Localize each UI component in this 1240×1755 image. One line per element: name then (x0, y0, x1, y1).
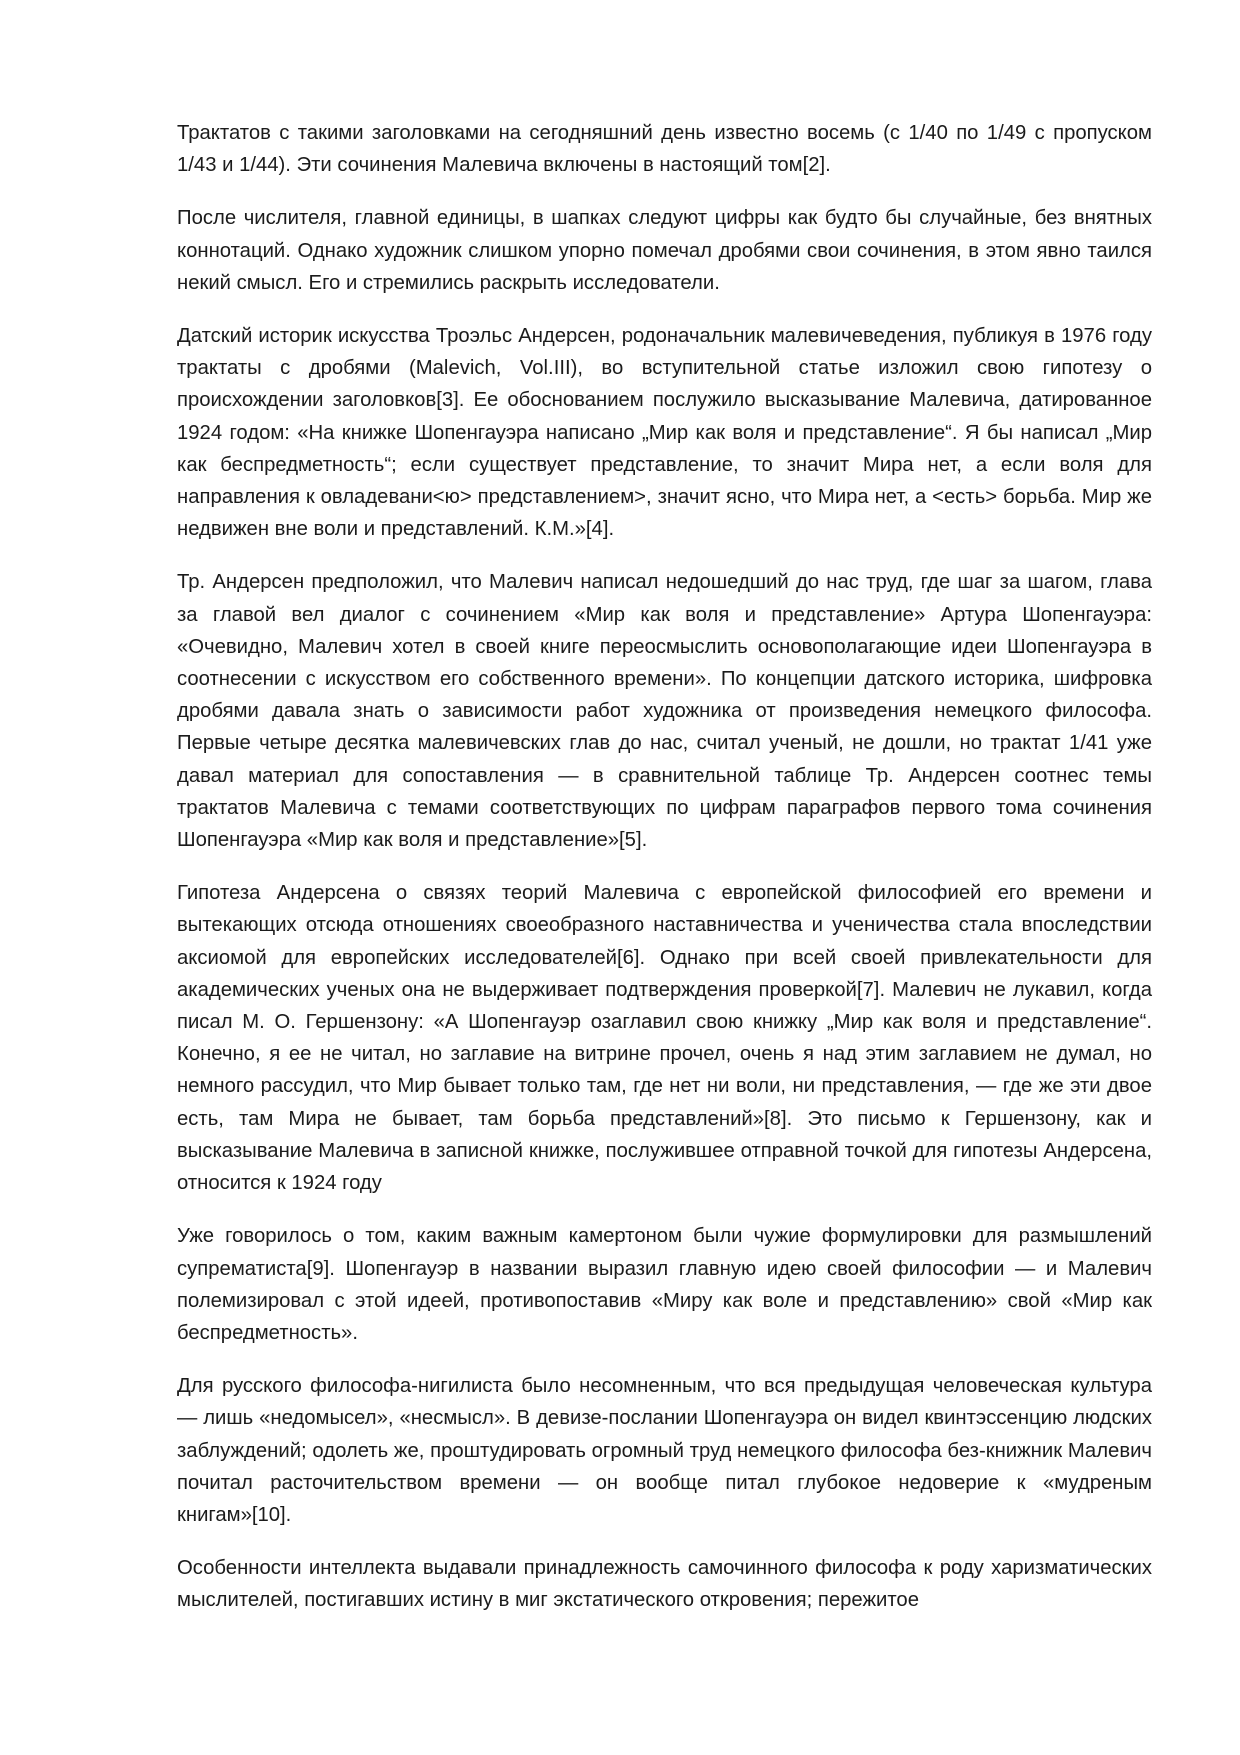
paragraph-3: Датский историк искусства Троэльс Андерсен, родоначальник малевичеведения, публикуя в 1976 году трактаты с дробями (Malevich, Vol.III), во вступительной статье изложил свою гипотезу о происхождении заголовков[3]. Ее обоснованием послужило высказывание Малевича, датированное 1924 годом: «На книжке Шопенгауэра написано „Мир как воля и представление“. Я бы написал „Мир как беспредметность“; если существует представление, то значит Мира нет, а если воля для направления к овладевани<ю> представлением>, значит ясно, что Мира нет, а <есть> борьба. Мир же недвижен вне воли и представлений. К.М.»[4]. (177, 325, 1152, 541)
paragraph-1: Трактатов с такими заголовками на сегодняшний день известно восемь (с 1/40 по 1/49 с пропуском 1/43 и 1/44). Эти сочинения Малевича включены в настоящий том[2]. (177, 122, 1152, 177)
paragraph-5: Гипотеза Андерсена о связях теорий Малевича с европейской философией его времени и вытекающих отсюда отношениях своеобразного наставничества и ученичества стала впоследствии аксиомой для европейских исследователей[6]. Однако при всей своей привлекательности для академических ученых она не выдерживает подтверждения проверкой[7]. Малевич не лукавил, когда писал М. О. Гершензону: «А Шопенгауэр озаглавил свою книжку „Мир как воля и представление“. Конечно, я ее не читал, но заглавие на витрине прочел, очень я над этим заглавием не думал, но немного рассудил, что Мир бывает только там, где нет ни воли, ни представления, — где же эти двое есть, там Мира не бывает, там борьба представлений»[8]. Это письмо к Гершензону, как и высказывание Малевича в записной книжке, послужившее отправной точкой для гипотезы Андерсена, относится к 1924 году (177, 882, 1152, 1195)
paragraph-6: Уже говорилось о том, каким важным камертоном были чужие формулировки для размышлений супрематиста[9]. Шопенгауэр в названии выразил главную идею своей философии — и Малевич полемизировал с этой идеей, противопоставив «Миру как воле и представлению» свой «Мир как беспредметность». (177, 1225, 1152, 1344)
paragraph-7: Для русского философа-нигилиста было несомненным, что вся предыдущая человеческая культура — лишь «недомысел», «несмысл». В девизе-послании Шопенгауэра он видел квинтэссенцию людских заблуждений; одолеть же, проштудировать огромный труд немецкого философа без-книжник Малевич почитал расточительством времени — он вообще питал глубокое недоверие к «мудреным книгам»[10]. (177, 1375, 1152, 1526)
paragraph-4: Тр. Андерсен предположил, что Малевич написал недошедший до нас труд, где шаг за шагом, глава за главой вел диалог с сочинением «Мир как воля и представление» Артура Шопенгауэра: «Очевидно, Малевич хотел в своей книге переосмыслить основополагающие идеи Шопенгауэра в соотнесении с искусством его собственного времени». По концепции датского историка, шифровка дробями давала знать о зависимости работ художника от произведения немецкого философа. Первые четыре десятка малевичевских глав до нас, считал ученый, не дошли, но трактат 1/41 уже давал материал для сопоставления — в сравнительной таблице Тр. Андерсен соотнес темы трактатов Малевича с темами соответствующих по цифрам параграфов первого тома сочинения Шопенгауэра «Мир как воля и представление»[5]. (177, 571, 1152, 852)
paragraph-2: После числителя, главной единицы, в шапках следуют цифры как будто бы случайные, без внятных коннотаций. Однако художник слишком упорно помечал дробями свои сочинения, в этом явно таился некий смысл. Его и стремились раскрыть исследователи. (177, 207, 1152, 294)
paragraph-8: Особенности интеллекта выдавали принадлежность самочинного философа к роду харизматических мыслителей, постигавших истину в миг экстатического откровения; пережитое (177, 1557, 1152, 1612)
document-page (177, 117, 1152, 1638)
